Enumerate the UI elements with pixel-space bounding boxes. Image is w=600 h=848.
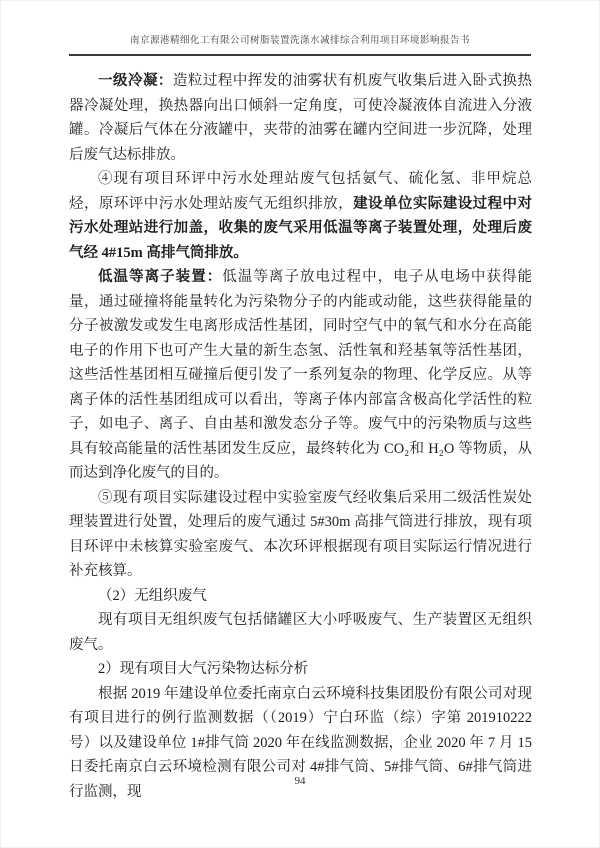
run-bold: 建设单位实际建设过程中对污水处理站进行加盖，收集的废气采用低温等离子装置处理，处理后废气经 4#15m 高排气筒排放。 [69, 195, 533, 261]
run-text: ⑤现有项目实际建设过程中实验室废气经收集后采用二级活性炭处理装置进行处置，处理后的废气通过 5#30m 高排气筒进行排放，现有项目环评中未核算实验室废气、本次环评根据现有项目实际运行情况进行补充核算。 [69, 489, 532, 579]
header-title: 南京源港精细化工有限公司树脂装置洗涤水减排综合利用项目环境影响报告书 [129, 36, 470, 46]
document-body [69, 69, 532, 804]
paragraph-item-4 [69, 167, 532, 265]
run-text: 2）现有项目大气污染物达标分析 [98, 661, 309, 677]
run-text: （2）无组织废气 [98, 587, 207, 604]
paragraph-plasma-device [69, 265, 532, 486]
paragraph-heading-fugitive-gas [69, 584, 532, 609]
paragraph-fugitive-gas-body [69, 608, 532, 657]
header-rule [69, 54, 531, 56]
paragraph-primary-condensation [69, 69, 532, 167]
run-lead-bold: 一级冷凝： [98, 73, 173, 89]
page-number: 94 [294, 775, 306, 787]
page-header [1, 1, 599, 56]
run-text: 低温等离子放电过程中，电子从电场中获得能量，通过碰撞将能量转化为污染物分子的内能或动能，这些获得能量的分子被激发或发生电离形成活性基团，同时空气中的氧气和水分在高能电子的作用下也可产生大量的新生态氢、活性氧和羟基氧等活性基团，这些活性基团相互碰撞后便引发了一系列复杂的物理、化学反应。从等离子体的活性基团组成可以看出，等离子体内部富含极高化学活性的粒子，如电子、离子、自由基和激发态分子等。废气中的污染物质与这些具有较高能量的活性基团发生反应，最终转化为 CO₂和 H₂O 等物质，从而达到净化废气的目的。 [69, 269, 532, 481]
run-text: ④现有项目环评中污水处理站废气包括氨气、硫化氢、非甲烷总烃，原环评中污水处理站废气无组织排放， [69, 171, 532, 212]
run-text: 造粒过程中挥发的油雾状有机废气收集后进入卧式换热器冷凝处理，换热器向出口倾斜一定角度，可使冷凝液体自流进入分液罐。冷凝后气体在分液罐中，夹带的油雾在罐内空间进一步沉降，处理后废气达标排放。 [69, 73, 533, 163]
run-lead-bold: 低温等离子装置： [98, 269, 223, 285]
paragraph-heading-compliance-analysis [69, 657, 532, 682]
run-text: 根据 2019 年建设单位委托南京白云环境科技集团股份有限公司对现有项目进行的例行监测数据（（2019）宁白环监（综）字第 201910222 号）以及建设单位 1#排气筒 2020 年在线监测数据，企业 2020 年 7 月 15 日委托南京白云环境检测有限公司对 4#排气筒、5#排气筒、6#排气筒进行监测，现 [69, 685, 532, 800]
paragraph-item-5 [69, 486, 532, 584]
run-text: 现有项目无组织废气包括储罐区大小呼吸废气、生产装置区无组织废气。 [69, 612, 532, 653]
